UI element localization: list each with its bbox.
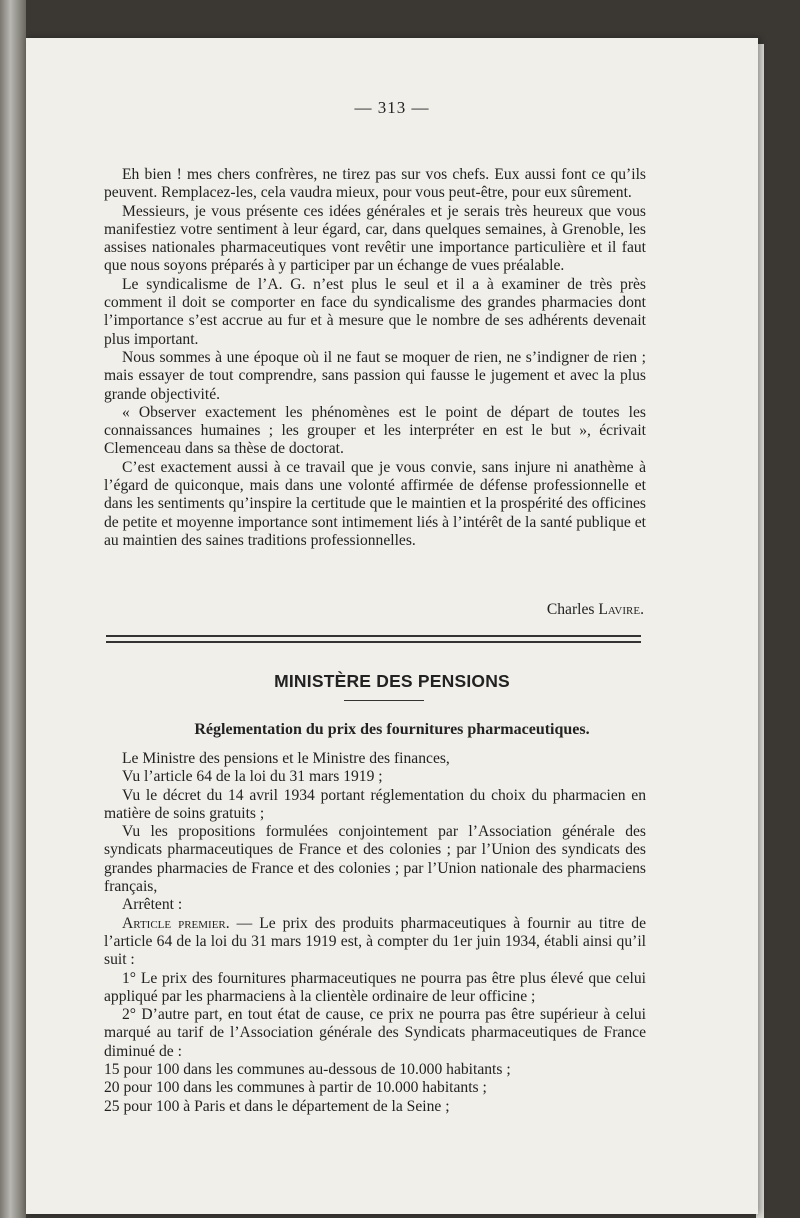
title-underline [344,700,424,701]
rate-list [104,1061,646,1116]
rate-item: 20 pour 100 dans les communes à partir de 10.000 habitants ; [104,1079,487,1097]
decree-line: Vu les propositions formulées conjointement par l’Association générale des syndicats pharmaceutiques de France et des colonies ; par l’Union des syndicats des grandes pharmacies de France et des colonies ; par l’Union nationale des pharmaciens français, [104,823,646,896]
signature [104,601,644,619]
decree-line: Vu le décret du 14 avril 1934 portant réglementation du choix du pharmacien en matière de soins gratuits ; [104,786,646,822]
decree-body [104,750,646,1116]
rate-item: 15 pour 100 dans les communes au-dessous de 10.000 habitants ; [104,1061,511,1079]
article-label: Article premier. [122,914,230,932]
paragraph: C’est exactement aussi à ce travail que je vous convie, sans injure ni anathème à l’égard de quiconque, mais dans une volonté affirmée de défense professionnelle et dans les sentiments qu’inspire la certitude que le maintien et la prospérité des officines de petite et moyenne importance sont intimement liés à l’intérêt de la santé publique et au maintien des saines traditions professionnelles. [104,458,646,549]
letter-body [104,166,646,550]
signature-first-name: Charles [546,601,595,618]
paragraph: Le syndicalisme de l’A. G. n’est plus le seul et il a à examiner de très près comment il doit se comporter en face du syndicalisme des grandes pharmacies dont l’importance s’est accrue au fur et à mesure que le nombre de ses adhérents devenait plus important. [104,275,646,348]
decree-point: 2° D’autre part, en tout état de cause, ce prix ne pourra pas être supérieur à celui marqué au tarif de l’Association générale des Syndicats pharmaceutiques de France diminué de : [104,1006,646,1060]
paragraph: Nous sommes à une époque où il ne faut se moquer de rien, ne s’indigner de rien ; mais essayer de tout comprendre, sans passion qui fausse le jugement et avec la plus grande objectivité. [104,348,646,403]
article-text: — Le prix des produits pharmaceutiques à fournir au titre de l’article 64 de la loi du 31 mars 1919 est, à compter du 1er juin 1934, établi ainsi qu’il suit : [104,914,646,969]
paragraph: Messieurs, je vous présente ces idées générales et je serais très heureux que vous manifestiez votre sentiment à leur égard, car, dans quelques semaines, à Grenoble, les assises nationales pharmaceutiques vont revêtir une importance particulière et il faut que nous soyons préparés à y participer par un échange de vues préalable. [104,202,646,275]
rate-item: 25 pour 100 à Paris et dans le département de la Seine ; [104,1097,450,1115]
article-paragraph [104,915,646,970]
paragraph: « Observer exactement les phénomènes est le point de départ de toutes les connaissances humaines ; les grouper et les interpréter en est le but », écrivait Clemenceau dans sa thèse de doctorat. [104,403,646,458]
decree-point: 1° Le prix des fournitures pharmaceutiques ne pourra pas être plus élevé que celui appliqué par les pharmaciens à la clientèle ordinaire de leur officine ; [104,969,646,1005]
document-page [26,38,758,1214]
paragraph: Eh bien ! mes chers confrères, ne tirez pas sur vos chefs. Eux aussi font ce qu’ils peuvent. Remplacez-les, cela vaudra mieux, pour vous peut-être, pour eux sûrement. [104,166,646,202]
page-number: — 313 — [354,98,430,117]
signature-last-name: Lavire. [598,601,644,618]
decree-line: Arrêtent : [122,896,183,914]
book-spine-edge [0,0,26,1218]
section-subtitle: Réglementation du prix des fournitures pharmaceutiques. [194,721,590,738]
divider-rule-top [106,635,641,637]
divider-rule-bottom [106,641,641,643]
section-title: MINISTÈRE DES PENSIONS [274,671,510,691]
decree-line: Le Ministre des pensions et le Ministre des finances, [122,750,450,767]
decree-line: Vu l’article 64 de la loi du 31 mars 1919 ; [122,768,383,786]
